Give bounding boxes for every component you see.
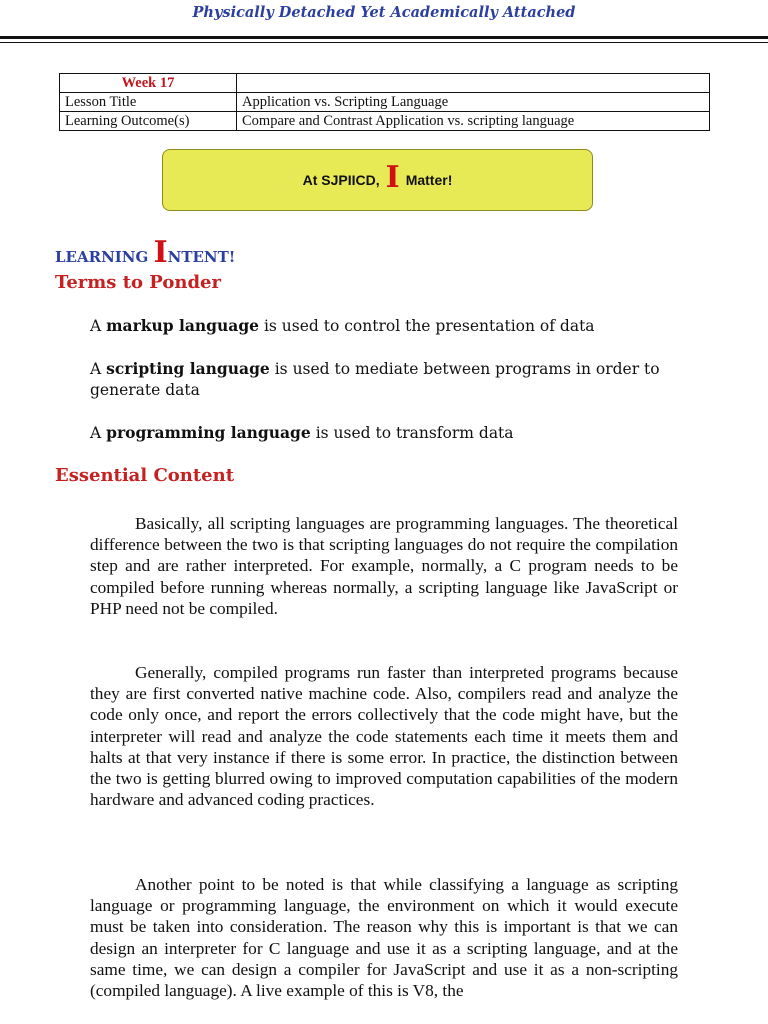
header-title: Physically Detached Yet Academically Attached [192,4,576,21]
definition-term: programming language [106,423,311,442]
lesson-title-label: Lesson Title [60,93,237,112]
header-rule-thin [0,42,768,43]
learning-outcome-value: Compare and Contrast Application vs. scripting language [237,112,710,131]
week-value-cell [237,74,710,93]
learning-intent-heading [55,235,235,270]
header-rule-thick [0,36,768,39]
banner-prefix: At SJPIICD, [302,172,380,188]
banner-big-letter: I [385,159,400,195]
terms-heading: Terms to Ponder [55,272,221,293]
learning-outcome-label: Learning Outcome(s) [60,112,237,131]
table-row [60,74,710,93]
definition-markup [90,315,680,337]
lesson-title-value: Application vs. Scripting Language [237,93,710,112]
definition-post: is used to control the presentation of data [259,317,595,335]
essential-content-heading: Essential Content [55,465,235,486]
learning-intent-pre: LEARNING [55,248,154,266]
body-paragraph: Basically, all scripting languages are programming languages. The theoretical difference between the two is that scripting languages do not require the compilation step and are rather interpreted. For example, normally, a C program needs to be compiled before running whereas normally, a scripting language like JavaScript or PHP need not be compiled. [90,514,678,618]
lesson-info-table [59,73,710,131]
definition-scripting [90,358,680,401]
definition-pre: A [90,360,107,378]
definition-programming [90,422,680,444]
learning-intent-big-letter: I [153,235,168,270]
body-paragraph: Generally, compiled programs run faster than interpreted programs because they are first converted native machine code. Also, compilers read and analyze the code only once, and report the errors collectively that the code might have, but the interpreter will read and analyze the code statements each time it meets them and halts at that very instance if there is some error. In practice, the distinction between the two is getting blurred owing to improved computation capabilities of the modern hardware and advanced coding practices. [90,663,678,810]
definition-post: is used to transform data [310,424,514,442]
body-paragraph: Another point to be noted is that while classifying a language as scripting language or programming language, the environment on which it would execute must be taken into consideration. The reason why this is important is that we can design an interpreter for C language and use it as a scripting language, and at the same time, we can design a compiler for JavaScript and use it as a non-scripting (compiled language). A live example of this is V8, the [90,875,678,1001]
definition-pre: A [90,424,107,442]
learning-intent-post: NTENT! [167,248,236,266]
definition-pre: A [90,317,107,335]
motto-banner [162,149,593,211]
definition-term: markup language [106,316,260,335]
banner-suffix: Matter! [405,172,453,188]
definition-term: scripting language [106,359,270,378]
definition-post: is used to mediate between programs in order to generate data [90,360,660,399]
table-row [60,93,710,112]
week-label: Week 17 [60,74,237,93]
table-row [60,112,710,131]
